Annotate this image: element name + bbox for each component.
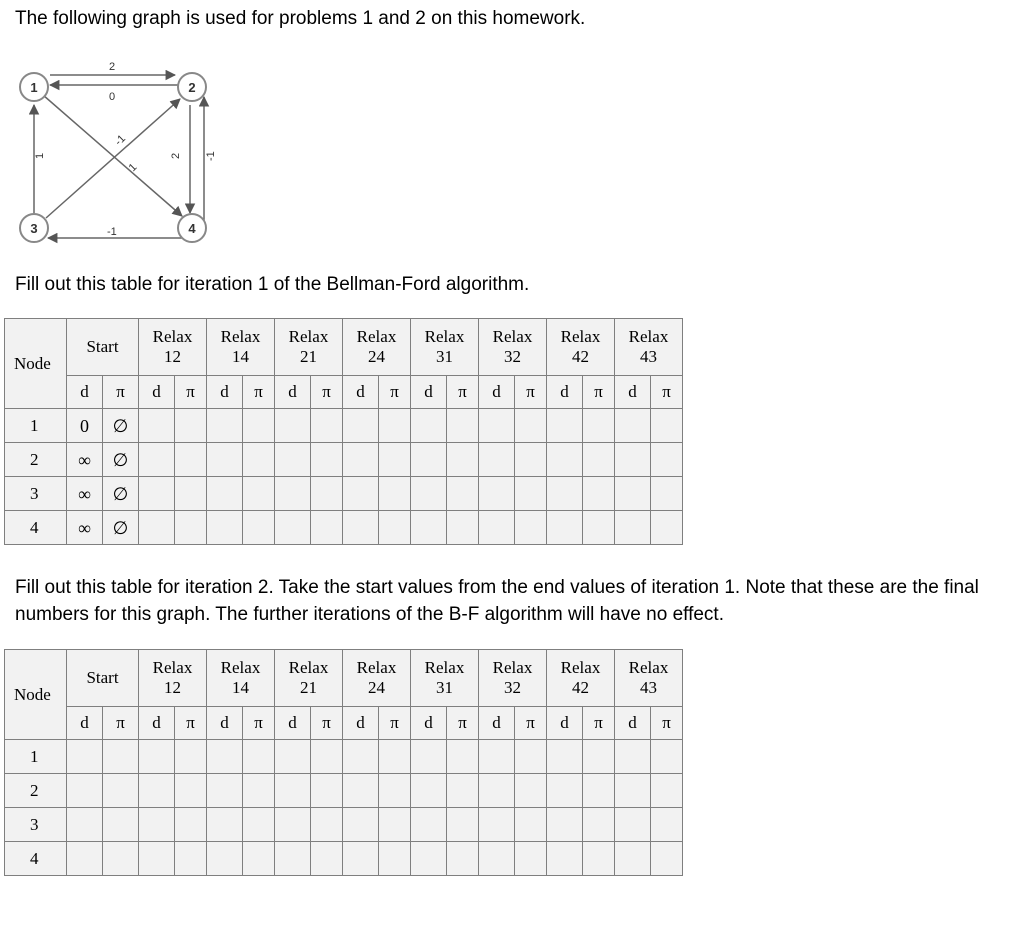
relax-d-cell[interactable]: [343, 740, 379, 774]
relax-d-cell[interactable]: [139, 409, 175, 443]
node-4: [178, 214, 206, 242]
relax-pi-cell[interactable]: [243, 477, 275, 511]
relax-d-cell[interactable]: [615, 842, 651, 876]
relax-d-cell[interactable]: [343, 842, 379, 876]
d-header: d: [615, 376, 651, 409]
relax-d-cell[interactable]: [411, 774, 447, 808]
relax-d-cell[interactable]: [615, 740, 651, 774]
relax-pi-cell[interactable]: [311, 808, 343, 842]
table-row: [5, 511, 683, 545]
relax-header: [411, 650, 479, 707]
node-cell: 3: [5, 477, 67, 511]
pi-header: π: [243, 376, 275, 409]
start-pi-cell[interactable]: ∅: [103, 443, 139, 477]
relax-d-cell[interactable]: [207, 477, 243, 511]
relax-header: [275, 319, 343, 376]
relax-edge: 32: [504, 347, 521, 366]
relax-d-cell[interactable]: [139, 740, 175, 774]
relax-pi-cell[interactable]: [243, 842, 275, 876]
relax-d-cell[interactable]: [343, 409, 379, 443]
relax-word: Relax: [356, 658, 397, 677]
start-d-cell[interactable]: [67, 774, 103, 808]
node-cell: 2: [5, 443, 67, 477]
relax-d-cell[interactable]: [411, 443, 447, 477]
node-cell: 1: [5, 409, 67, 443]
relax-pi-cell[interactable]: [243, 740, 275, 774]
start-pi-cell[interactable]: ∅: [103, 511, 139, 545]
relax-d-cell[interactable]: [615, 511, 651, 545]
d-header: d: [275, 376, 311, 409]
d-header: d: [547, 707, 583, 740]
relax-d-cell[interactable]: [343, 443, 379, 477]
relax-d-cell[interactable]: [479, 808, 515, 842]
relax-pi-cell[interactable]: [651, 443, 683, 477]
node-4-label: 4: [188, 221, 196, 236]
relax-d-cell[interactable]: [479, 842, 515, 876]
relax-pi-cell[interactable]: [447, 808, 479, 842]
relax-d-cell[interactable]: [411, 477, 447, 511]
relax-d-cell[interactable]: [411, 511, 447, 545]
relax-pi-cell[interactable]: [243, 774, 275, 808]
relax-pi-cell[interactable]: [447, 842, 479, 876]
intro-text: The following graph is used for problems 1 and 2 on this homework.: [15, 8, 586, 29]
table-row: [5, 740, 683, 774]
relax-word: Relax: [356, 327, 397, 346]
d-header: d: [411, 707, 447, 740]
d-header: d: [139, 707, 175, 740]
relax-d-cell[interactable]: [615, 443, 651, 477]
relax-pi-cell[interactable]: [583, 477, 615, 511]
relax-pi-cell[interactable]: [583, 443, 615, 477]
relax-word: Relax: [220, 327, 261, 346]
relax-d-cell[interactable]: [479, 409, 515, 443]
node-2-label: 2: [188, 80, 196, 95]
pi-header: π: [379, 376, 411, 409]
pi-header: π: [379, 707, 411, 740]
relax-edge: 24: [368, 347, 385, 366]
relax-header: [615, 650, 683, 707]
relax-pi-cell[interactable]: [651, 409, 683, 443]
relax-word: Relax: [628, 327, 669, 346]
relax-pi-cell[interactable]: [515, 443, 547, 477]
relax-edge: 24: [368, 678, 385, 697]
relax-pi-cell[interactable]: [175, 740, 207, 774]
node-header: Node: [5, 319, 67, 409]
table-row: [5, 842, 683, 876]
relax-pi-cell[interactable]: [515, 774, 547, 808]
relax-pi-cell[interactable]: [651, 511, 683, 545]
node-1-label: 1: [30, 80, 38, 95]
relax-edge: 21: [300, 678, 317, 697]
relax-d-cell[interactable]: [343, 477, 379, 511]
relax-header: [547, 650, 615, 707]
pi-header: π: [175, 376, 207, 409]
pi-header: π: [175, 707, 207, 740]
d-header: d: [479, 376, 515, 409]
relax-d-cell[interactable]: [411, 808, 447, 842]
weight-2-4: 2: [170, 152, 182, 159]
relax-edge: 12: [164, 678, 181, 697]
relax-d-cell[interactable]: [479, 443, 515, 477]
relax-d-cell[interactable]: [139, 774, 175, 808]
relax-pi-cell[interactable]: [651, 774, 683, 808]
relax-d-cell[interactable]: [275, 842, 311, 876]
relax-pi-cell[interactable]: [175, 808, 207, 842]
pi-header: π: [103, 376, 139, 409]
relax-d-cell[interactable]: [411, 409, 447, 443]
relax-pi-cell[interactable]: [515, 409, 547, 443]
relax-word: Relax: [152, 327, 193, 346]
relax-d-cell[interactable]: [139, 808, 175, 842]
node-cell: 1: [5, 740, 67, 774]
relax-edge: 31: [436, 678, 453, 697]
relax-header: [479, 650, 547, 707]
pi-header: π: [311, 707, 343, 740]
d-header: d: [615, 707, 651, 740]
relax-pi-cell[interactable]: [311, 443, 343, 477]
relax-pi-cell[interactable]: [515, 842, 547, 876]
table-row: [5, 477, 683, 511]
relax-pi-cell[interactable]: [447, 740, 479, 774]
d-header: d: [207, 707, 243, 740]
relax-word: Relax: [152, 658, 193, 677]
start-d-cell[interactable]: [67, 808, 103, 842]
relax-d-cell[interactable]: [411, 842, 447, 876]
relax-pi-cell[interactable]: [515, 740, 547, 774]
relax-pi-cell[interactable]: [583, 774, 615, 808]
iteration-2-instruction: Fill out this table for iteration 2. Take the start values from the end values of iteration 1. Note that these are the final numbers for this graph. The further iterations of the B-F algorithm will have no effect.: [15, 577, 979, 625]
relax-pi-cell[interactable]: [175, 774, 207, 808]
d-header: d: [343, 707, 379, 740]
relax-pi-cell[interactable]: [311, 409, 343, 443]
d-header: d: [275, 707, 311, 740]
table-row: [5, 808, 683, 842]
relax-pi-cell[interactable]: [583, 808, 615, 842]
relax-d-cell[interactable]: [411, 740, 447, 774]
relax-d-cell[interactable]: [547, 740, 583, 774]
relax-pi-cell[interactable]: [379, 477, 411, 511]
pi-header: π: [311, 376, 343, 409]
relax-edge: 42: [572, 678, 589, 697]
relax-edge: 43: [640, 347, 657, 366]
node-header: Node: [5, 650, 67, 740]
relax-d-cell[interactable]: [139, 842, 175, 876]
relax-pi-cell[interactable]: [243, 409, 275, 443]
graph-diagram: [10, 55, 220, 250]
relax-edge: 31: [436, 347, 453, 366]
relax-edge: 14: [232, 678, 249, 697]
relax-pi-cell[interactable]: [175, 409, 207, 443]
relax-d-cell[interactable]: [207, 443, 243, 477]
edge-3-2: [46, 99, 180, 218]
relax-word: Relax: [492, 658, 533, 677]
start-header: Start: [67, 650, 139, 707]
relax-pi-cell[interactable]: [379, 443, 411, 477]
relax-header: [343, 650, 411, 707]
node-2: [178, 73, 206, 101]
pi-header: π: [447, 707, 479, 740]
relax-d-cell[interactable]: [275, 443, 311, 477]
weight-3-2: -1: [112, 132, 129, 149]
header-row-d-pi: [5, 707, 683, 740]
node-cell: 4: [5, 842, 67, 876]
relax-edge: 43: [640, 678, 657, 697]
relax-header: [275, 650, 343, 707]
relax-word: Relax: [288, 327, 329, 346]
node-cell: 2: [5, 774, 67, 808]
iteration-1-instruction: Fill out this table for iteration 1 of the Bellman-Ford algorithm.: [15, 274, 530, 295]
start-pi-cell[interactable]: ∅: [103, 409, 139, 443]
relax-pi-cell[interactable]: [243, 443, 275, 477]
relax-pi-cell[interactable]: [515, 477, 547, 511]
relax-d-cell[interactable]: [615, 774, 651, 808]
node-3: [20, 214, 48, 242]
relax-d-cell[interactable]: [275, 511, 311, 545]
relax-pi-cell[interactable]: [175, 443, 207, 477]
d-header: d: [67, 376, 103, 409]
relax-pi-cell[interactable]: [651, 477, 683, 511]
relax-d-cell[interactable]: [615, 477, 651, 511]
relax-d-cell[interactable]: [547, 443, 583, 477]
relax-pi-cell[interactable]: [651, 740, 683, 774]
relax-pi-cell[interactable]: [311, 477, 343, 511]
relax-pi-cell[interactable]: [651, 842, 683, 876]
relax-d-cell[interactable]: [547, 774, 583, 808]
start-d-cell[interactable]: ∞: [67, 511, 103, 545]
relax-word: Relax: [424, 658, 465, 677]
relax-header: [479, 319, 547, 376]
relax-header: [343, 319, 411, 376]
relax-pi-cell[interactable]: [243, 511, 275, 545]
node-3-label: 3: [30, 221, 38, 236]
relax-pi-cell[interactable]: [175, 511, 207, 545]
start-pi-cell[interactable]: [103, 842, 139, 876]
relax-header: [139, 319, 207, 376]
table-row: [5, 774, 683, 808]
relax-d-cell[interactable]: [479, 477, 515, 511]
relax-d-cell[interactable]: [207, 774, 243, 808]
weight-1-4: 1: [126, 161, 140, 175]
relax-d-cell[interactable]: [275, 740, 311, 774]
relax-d-cell[interactable]: [207, 842, 243, 876]
weight-4-3: -1: [107, 226, 117, 238]
relax-d-cell[interactable]: [139, 477, 175, 511]
relax-pi-cell[interactable]: [243, 808, 275, 842]
relax-d-cell[interactable]: [275, 808, 311, 842]
relax-d-cell[interactable]: [547, 409, 583, 443]
d-header: d: [67, 707, 103, 740]
relax-pi-cell[interactable]: [583, 842, 615, 876]
weight-4-2: -1: [205, 151, 217, 161]
relax-pi-cell[interactable]: [175, 477, 207, 511]
pi-header: π: [103, 707, 139, 740]
pi-header: π: [651, 707, 683, 740]
relax-d-cell[interactable]: [547, 842, 583, 876]
start-pi-cell[interactable]: [103, 808, 139, 842]
iteration-2-table: [4, 649, 683, 876]
relax-pi-cell[interactable]: [379, 409, 411, 443]
weight-2-1: 0: [109, 91, 116, 103]
relax-d-cell[interactable]: [343, 808, 379, 842]
relax-d-cell[interactable]: [547, 477, 583, 511]
pi-header: π: [651, 376, 683, 409]
table-row: [5, 409, 683, 443]
relax-d-cell[interactable]: [207, 409, 243, 443]
relax-pi-cell[interactable]: [311, 774, 343, 808]
relax-d-cell[interactable]: [479, 740, 515, 774]
relax-pi-cell[interactable]: [311, 511, 343, 545]
relax-d-cell[interactable]: [547, 808, 583, 842]
iteration-1-table: [4, 318, 683, 545]
relax-word: Relax: [560, 327, 601, 346]
d-header: d: [207, 376, 243, 409]
d-header: d: [479, 707, 515, 740]
node-cell: 4: [5, 511, 67, 545]
relax-pi-cell[interactable]: [583, 740, 615, 774]
relax-pi-cell[interactable]: [379, 808, 411, 842]
relax-d-cell[interactable]: [275, 409, 311, 443]
start-pi-cell[interactable]: [103, 740, 139, 774]
relax-d-cell[interactable]: [139, 511, 175, 545]
relax-edge: 42: [572, 347, 589, 366]
relax-pi-cell[interactable]: [515, 511, 547, 545]
start-pi-cell[interactable]: [103, 774, 139, 808]
relax-word: Relax: [628, 658, 669, 677]
relax-d-cell[interactable]: [479, 774, 515, 808]
table-row: [5, 443, 683, 477]
pi-header: π: [243, 707, 275, 740]
relax-pi-cell[interactable]: [175, 842, 207, 876]
header-row-groups: [5, 650, 683, 707]
relax-d-cell[interactable]: [615, 409, 651, 443]
start-d-cell[interactable]: [67, 842, 103, 876]
relax-pi-cell[interactable]: [447, 477, 479, 511]
relax-header: [207, 319, 275, 376]
pi-header: π: [583, 376, 615, 409]
start-d-cell[interactable]: 0: [67, 409, 103, 443]
start-d-cell[interactable]: ∞: [67, 443, 103, 477]
relax-d-cell[interactable]: [615, 808, 651, 842]
relax-pi-cell[interactable]: [379, 511, 411, 545]
relax-d-cell[interactable]: [207, 511, 243, 545]
header-row-groups: [5, 319, 683, 376]
pi-header: π: [515, 707, 547, 740]
relax-d-cell[interactable]: [207, 808, 243, 842]
node-cell: 3: [5, 808, 67, 842]
relax-header: [547, 319, 615, 376]
relax-pi-cell[interactable]: [651, 808, 683, 842]
relax-word: Relax: [220, 658, 261, 677]
start-d-cell[interactable]: [67, 740, 103, 774]
relax-pi-cell[interactable]: [379, 740, 411, 774]
relax-d-cell[interactable]: [343, 511, 379, 545]
relax-d-cell[interactable]: [479, 511, 515, 545]
relax-d-cell[interactable]: [275, 477, 311, 511]
relax-header: [411, 319, 479, 376]
relax-d-cell[interactable]: [139, 443, 175, 477]
relax-pi-cell[interactable]: [379, 842, 411, 876]
relax-d-cell[interactable]: [343, 774, 379, 808]
relax-pi-cell[interactable]: [447, 443, 479, 477]
weight-3-1: 1: [34, 152, 46, 159]
pi-header: π: [515, 376, 547, 409]
relax-word: Relax: [560, 658, 601, 677]
relax-pi-cell[interactable]: [379, 774, 411, 808]
d-header: d: [411, 376, 447, 409]
relax-edge: 21: [300, 347, 317, 366]
relax-word: Relax: [492, 327, 533, 346]
relax-pi-cell[interactable]: [447, 774, 479, 808]
relax-pi-cell[interactable]: [515, 808, 547, 842]
start-d-cell[interactable]: ∞: [67, 477, 103, 511]
relax-word: Relax: [424, 327, 465, 346]
node-1: [20, 73, 48, 101]
relax-pi-cell[interactable]: [311, 740, 343, 774]
pi-header: π: [447, 376, 479, 409]
relax-pi-cell[interactable]: [583, 409, 615, 443]
pi-header: π: [583, 707, 615, 740]
relax-edge: 12: [164, 347, 181, 366]
d-header: d: [139, 376, 175, 409]
relax-header: [615, 319, 683, 376]
relax-pi-cell[interactable]: [583, 511, 615, 545]
relax-pi-cell[interactable]: [447, 511, 479, 545]
relax-word: Relax: [288, 658, 329, 677]
d-header: d: [547, 376, 583, 409]
relax-header: [139, 650, 207, 707]
relax-header: [207, 650, 275, 707]
start-header: Start: [67, 319, 139, 376]
edge-1-4: [43, 95, 182, 216]
relax-pi-cell[interactable]: [447, 409, 479, 443]
relax-pi-cell[interactable]: [311, 842, 343, 876]
relax-d-cell[interactable]: [547, 511, 583, 545]
header-row-d-pi: [5, 376, 683, 409]
relax-edge: 32: [504, 678, 521, 697]
relax-d-cell[interactable]: [207, 740, 243, 774]
relax-d-cell[interactable]: [275, 774, 311, 808]
relax-edge: 14: [232, 347, 249, 366]
start-pi-cell[interactable]: ∅: [103, 477, 139, 511]
weight-1-2: 2: [109, 61, 116, 73]
d-header: d: [343, 376, 379, 409]
